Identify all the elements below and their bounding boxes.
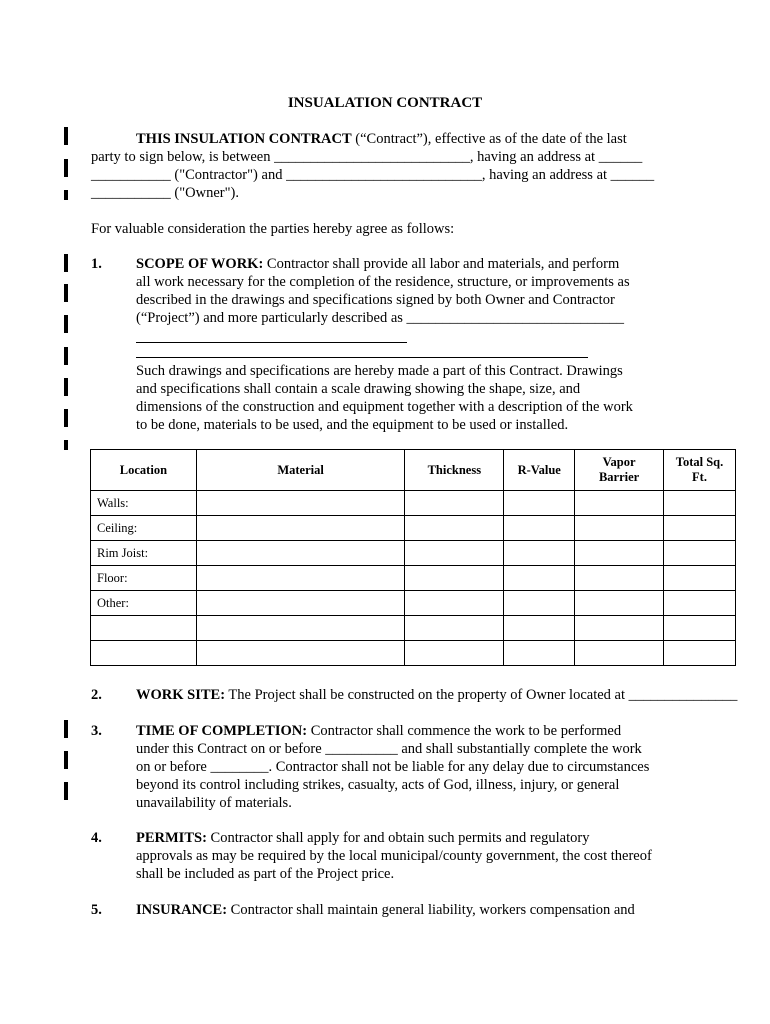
section-2-heading: WORK SITE: <box>136 687 226 703</box>
section-3-line-1-text: Contractor shall commence the work to be performed <box>307 723 622 739</box>
table-row <box>91 516 736 541</box>
blank-line <box>136 357 588 358</box>
change-bar <box>64 720 68 738</box>
table-cell[interactable] <box>575 491 664 516</box>
document-title: INSUALATION CONTRACT <box>287 95 483 111</box>
change-bar <box>64 347 68 365</box>
section-3-line-1 <box>136 722 621 740</box>
section-1-line-10: to be done, materials to be used, and the equipment to be used or installed. <box>136 417 569 433</box>
row-label: Rim Joist: <box>91 541 197 566</box>
change-bar <box>64 751 68 769</box>
row-label: Other: <box>91 591 197 616</box>
row-label: Floor: <box>91 566 197 591</box>
change-bar <box>64 315 68 333</box>
section-5-line-1 <box>136 901 635 919</box>
table-cell[interactable] <box>504 566 575 591</box>
table-cell[interactable] <box>664 516 736 541</box>
table-cell[interactable] <box>664 491 736 516</box>
change-bar <box>64 190 68 200</box>
section-4-number: 4. <box>91 830 102 846</box>
table-cell[interactable] <box>405 616 504 641</box>
table-cell[interactable] <box>405 491 504 516</box>
row-label: Ceiling: <box>91 516 197 541</box>
intro-lead: THIS INSULATION CONTRACT <box>136 131 352 147</box>
table-cell[interactable] <box>664 591 736 616</box>
table-row <box>91 491 736 516</box>
row-label[interactable] <box>91 616 197 641</box>
table-cell[interactable] <box>196 591 405 616</box>
table-cell[interactable] <box>405 591 504 616</box>
change-bar <box>64 127 68 145</box>
table-header-row <box>91 450 736 491</box>
table-cell[interactable] <box>196 541 405 566</box>
table-cell[interactable] <box>405 641 504 666</box>
section-1-line-1 <box>136 255 619 273</box>
table-cell[interactable] <box>196 516 405 541</box>
section-4-line-1 <box>136 829 589 847</box>
table-row <box>91 566 736 591</box>
table-cell[interactable] <box>664 541 736 566</box>
intro-line-1 <box>136 130 627 148</box>
section-5-heading: INSURANCE: <box>136 902 228 918</box>
change-bar <box>64 440 68 450</box>
intro-line-4: ___________ ("Owner"). <box>91 185 239 201</box>
table-cell[interactable] <box>575 541 664 566</box>
table-row <box>91 641 736 666</box>
section-3-line-2: under this Contract on or before __________ and shall substantially complete the work <box>136 741 642 757</box>
section-4-line-1-text: Contractor shall apply for and obtain such permits and regulatory <box>206 830 590 846</box>
section-1-line-7: Such drawings and specifications are hereby made a part of this Contract. Drawings <box>136 363 623 379</box>
insulation-table <box>90 449 736 666</box>
section-1-heading: SCOPE OF WORK: <box>136 256 264 272</box>
table-cell[interactable] <box>504 591 575 616</box>
table-cell[interactable] <box>575 641 664 666</box>
section-3-line-3: on or before ________. Contractor shall not be liable for any delay due to circumstances <box>136 759 650 775</box>
table-row <box>91 541 736 566</box>
section-4-line-3: shall be included as part of the Project price. <box>136 866 395 882</box>
section-1-line-3: described in the drawings and specifications signed by both Owner and Contractor <box>136 292 615 308</box>
table-cell[interactable] <box>504 516 575 541</box>
section-3-heading: TIME OF COMPLETION: <box>136 723 308 739</box>
section-3-number: 3. <box>91 723 102 739</box>
change-bar <box>64 409 68 427</box>
change-bar <box>64 782 68 800</box>
section-1-line-2: all work necessary for the completion of the residence, structure, or improvements as <box>136 274 630 290</box>
section-5-number: 5. <box>91 902 102 918</box>
table-row <box>91 616 736 641</box>
col-header-location: Location <box>91 450 197 491</box>
section-2-line <box>136 686 737 704</box>
intro-line-2: party to sign below, is between ___________________________, having an address at ______ <box>91 149 643 165</box>
row-label: Walls: <box>91 491 197 516</box>
col-header-vapor-barrier: Vapor Barrier <box>575 450 664 491</box>
section-1-line-1-text: Contractor shall provide all labor and materials, and perform <box>263 256 620 272</box>
col-header-total-sq-ft: Total Sq. Ft. <box>664 450 736 491</box>
section-2-text: The Project shall be constructed on the property of Owner located at _______________ <box>225 687 738 703</box>
intro-line-3: ___________ ("Contractor") and ___________________________, having an address at ______ <box>91 167 655 183</box>
table-cell[interactable] <box>504 641 575 666</box>
section-1-line-4: (“Project”) and more particularly described as ______________________________ <box>136 310 625 326</box>
section-1-line-9: dimensions of the construction and equipment together with a description of the work <box>136 399 633 415</box>
section-1-number: 1. <box>91 256 102 272</box>
section-5-line-1-text: Contractor shall maintain general liability, workers compensation and <box>227 902 635 918</box>
table-cell[interactable] <box>575 591 664 616</box>
col-header-thickness: Thickness <box>405 450 504 491</box>
table-cell[interactable] <box>575 516 664 541</box>
section-4-line-2: approvals as may be required by the local municipal/county government, the cost thereof <box>136 848 652 864</box>
table-cell[interactable] <box>405 541 504 566</box>
consideration-text: For valuable consideration the parties hereby agree as follows: <box>91 221 455 237</box>
table-cell[interactable] <box>196 616 405 641</box>
section-3-line-4: beyond its control including strikes, casualty, acts of God, illness, injury, or general <box>136 777 620 793</box>
col-header-r-value: R-Value <box>504 450 575 491</box>
table-row <box>91 591 736 616</box>
table-cell[interactable] <box>664 641 736 666</box>
change-bar <box>64 378 68 396</box>
table-cell[interactable] <box>504 616 575 641</box>
table-cell[interactable] <box>196 566 405 591</box>
table-cell[interactable] <box>575 616 664 641</box>
table-cell[interactable] <box>405 516 504 541</box>
section-2-number: 2. <box>91 687 102 703</box>
change-bar <box>64 254 68 272</box>
table-cell[interactable] <box>504 491 575 516</box>
table-cell[interactable] <box>196 491 405 516</box>
intro-line-1-text: (“Contract”), effective as of the date of the last <box>351 131 627 147</box>
change-bar <box>64 159 68 177</box>
change-bar <box>64 284 68 302</box>
section-4-heading: PERMITS: <box>136 830 207 846</box>
table-cell[interactable] <box>575 566 664 591</box>
section-1-line-8: and specifications shall contain a scale drawing showing the shape, size, and <box>136 381 581 397</box>
col-header-material: Material <box>196 450 405 491</box>
row-label[interactable] <box>91 641 197 666</box>
blank-line <box>136 342 407 343</box>
section-3-line-5: unavailability of materials. <box>136 795 292 811</box>
table-cell[interactable] <box>405 566 504 591</box>
table-cell[interactable] <box>504 541 575 566</box>
table-cell[interactable] <box>664 616 736 641</box>
table-cell[interactable] <box>664 566 736 591</box>
table-cell[interactable] <box>196 641 405 666</box>
